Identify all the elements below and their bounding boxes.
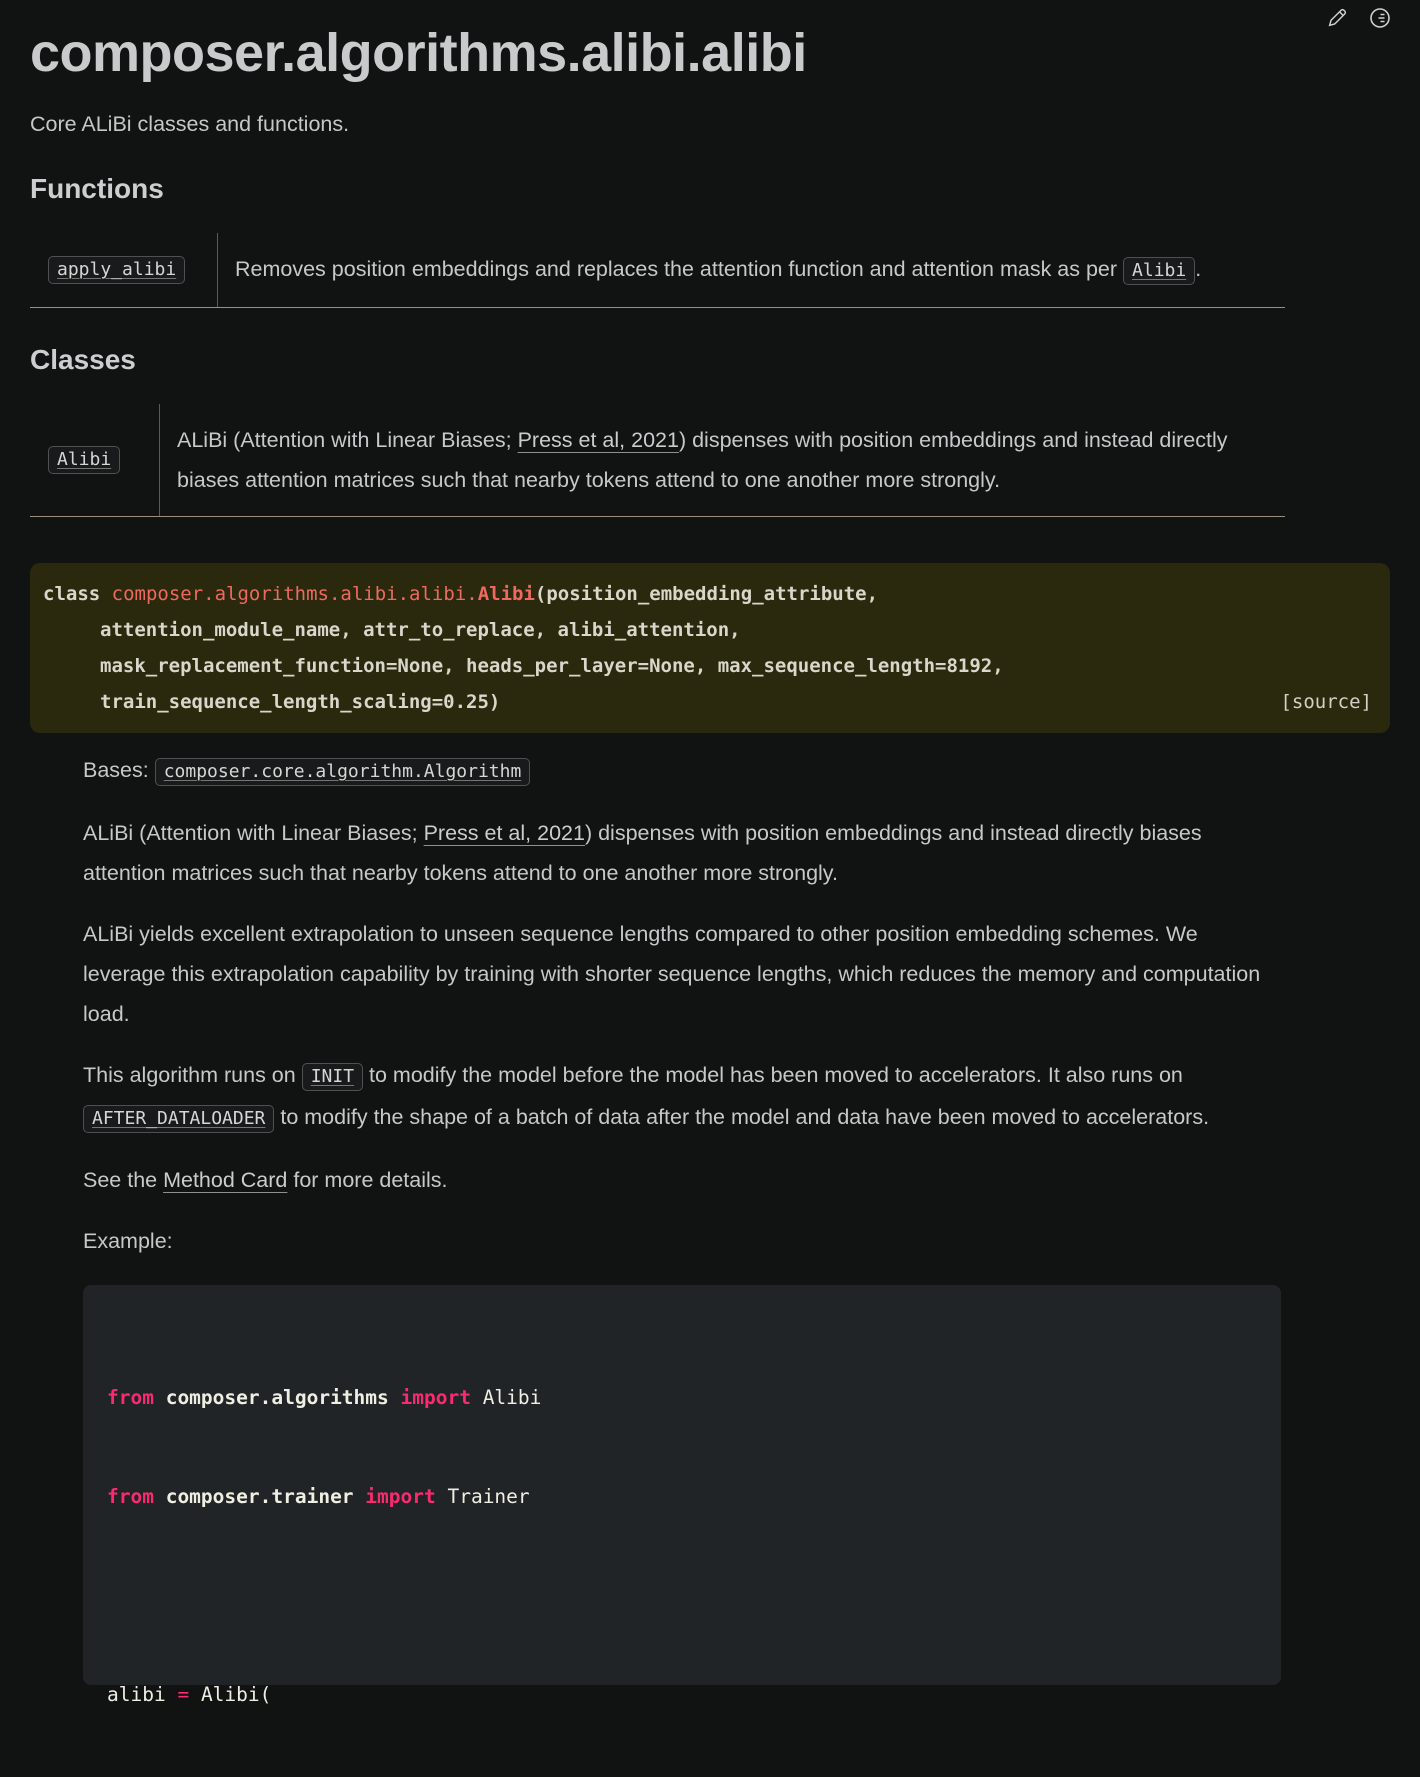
code-text: Alibi( xyxy=(189,1683,272,1706)
paragraph-text: See the xyxy=(83,1168,164,1192)
function-desc-period: . xyxy=(1195,257,1202,281)
code-line xyxy=(107,1381,1257,1414)
function-desc-cell xyxy=(218,233,1285,307)
signature-line xyxy=(43,576,1374,612)
functions-table xyxy=(30,233,1285,308)
function-desc-text: Removes position embeddings and replaces the attention function and attention mask as per xyxy=(235,257,1124,281)
code-module: composer.trainer xyxy=(165,1485,354,1508)
function-name-cell xyxy=(30,233,218,307)
source-link[interactable]: [source] xyxy=(1280,691,1372,713)
code-keyword: from xyxy=(107,1386,166,1409)
method-card-link[interactable]: Method Card xyxy=(163,1168,288,1192)
code-keyword: import xyxy=(388,1386,471,1409)
class-body xyxy=(83,750,1282,1706)
class-signature xyxy=(30,563,1390,733)
class-name-cell xyxy=(30,404,160,516)
code-text: Alibi xyxy=(470,1386,542,1409)
class-desc-text: ALiBi (Attention with Linear Biases; xyxy=(177,428,518,452)
class-doc-paragraph: ALiBi yields excellent extrapolation to unseen sequence lengths compared to other position embedding schemes. We leverage this extrapolation capability by training with shorter sequence lengths, which reduces the memory and computation load. xyxy=(83,922,1261,1026)
pencil-icon xyxy=(1326,17,1348,32)
classes-heading: Classes xyxy=(30,344,136,375)
apply-alibi-link[interactable]: apply_alibi xyxy=(48,256,185,284)
code-module: composer.algorithms xyxy=(165,1386,389,1409)
functions-heading: Functions xyxy=(30,173,164,204)
classes-table xyxy=(30,404,1285,517)
table-row xyxy=(30,233,1285,308)
class-doc-paragraph xyxy=(83,813,1282,893)
class-name: Alibi xyxy=(477,583,535,605)
paragraph-text: This algorithm runs on xyxy=(83,1063,302,1087)
example-label: Example: xyxy=(83,1229,173,1253)
press-et-al-link[interactable]: Press et al, 2021 xyxy=(517,428,679,452)
code-text: alibi xyxy=(107,1683,178,1706)
bases-line xyxy=(83,750,1282,792)
class-module-path: composer.algorithms.alibi.alibi. xyxy=(111,583,478,605)
signature-line: mask_replacement_function=None, heads_per_layer=None, max_sequence_length=8192, xyxy=(100,655,1004,677)
toc-toggle-button[interactable] xyxy=(1368,6,1392,30)
alibi-class-link[interactable]: Alibi xyxy=(48,446,120,474)
paragraph-text: to modify the model before the model has been moved to accelerators. It also runs on xyxy=(363,1063,1183,1087)
table-row xyxy=(30,404,1285,517)
code-text: Trainer xyxy=(435,1485,530,1508)
paragraph-text: to modify the shape of a batch of data after the model and data have been moved to accelerators. xyxy=(274,1105,1210,1129)
class-doc-paragraph xyxy=(83,1160,1282,1200)
signature-line: train_sequence_length_scaling=0.25) xyxy=(100,691,501,713)
init-event-link[interactable]: INIT xyxy=(302,1063,363,1091)
alibi-class-link[interactable]: Alibi xyxy=(1123,257,1195,285)
code-line xyxy=(107,1579,1257,1612)
code-line xyxy=(107,1480,1257,1513)
base-class-link[interactable]: composer.core.algorithm.Algorithm xyxy=(155,758,531,786)
page-toolbar xyxy=(1326,6,1392,30)
paragraph-text: ALiBi (Attention with Linear Biases; xyxy=(83,821,424,845)
code-keyword: import xyxy=(353,1485,436,1508)
bases-label: Bases: xyxy=(83,758,155,782)
paragraph-text: ) dispenses with position embeddings and instead directly biases attention matrices such that nearby tokens attend to one another more strongly. xyxy=(83,821,1202,885)
page-subtitle: Core ALiBi classes and functions. xyxy=(30,112,350,136)
press-et-al-link[interactable]: Press et al, 2021 xyxy=(423,821,585,845)
edit-page-button[interactable] xyxy=(1326,7,1348,29)
signature-line: attention_module_name, attr_to_replace, alibi_attention, xyxy=(100,619,741,641)
signature-params: (position_embedding_attribute, xyxy=(534,583,879,605)
code-keyword: from xyxy=(107,1485,166,1508)
class-doc-paragraph xyxy=(83,1055,1282,1139)
class-keyword: class xyxy=(43,583,112,605)
code-operator: = xyxy=(177,1683,190,1706)
paragraph-text: for more details. xyxy=(287,1168,448,1192)
class-desc-cell xyxy=(160,404,1285,516)
class-desc-text: ) dispenses with position embeddings and instead directly biases attention matrices such that nearby tokens attend to one another more strongly. xyxy=(177,428,1228,492)
example-code-block xyxy=(83,1285,1281,1706)
toc-icon xyxy=(1368,18,1392,33)
after-dataloader-event-link[interactable]: AFTER_DATALOADER xyxy=(83,1105,274,1133)
code-line xyxy=(107,1678,1257,1711)
page-title: composer.algorithms.alibi.alibi xyxy=(30,23,807,83)
